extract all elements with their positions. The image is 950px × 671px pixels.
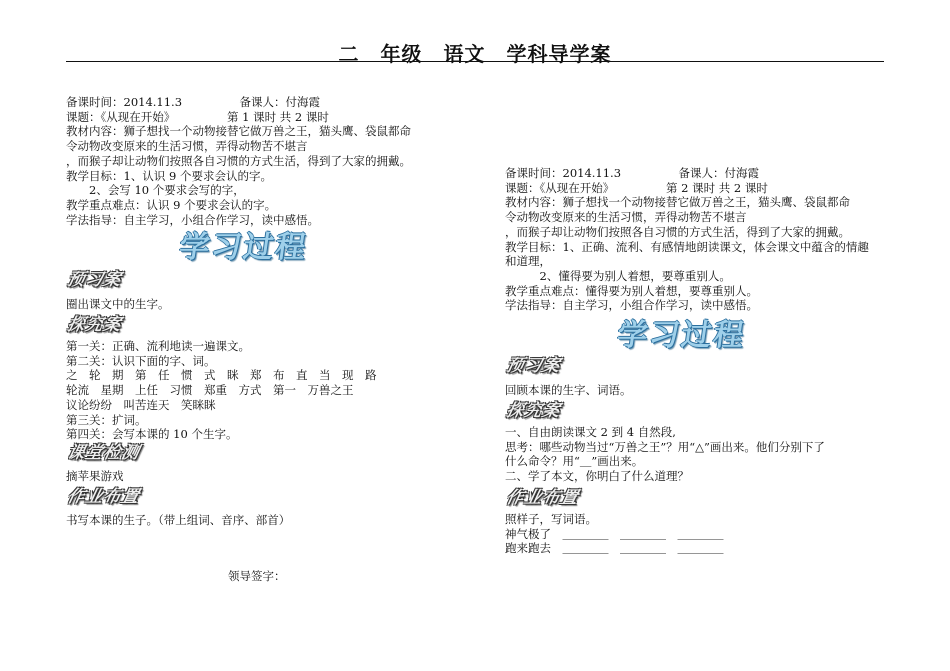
- info-line: ，而猴子却让动物们按照各自习惯的方式生活，得到了大家的拥戴。: [66, 153, 411, 168]
- info-line: 备课时间：2014.11.3 备课人：付海霞: [505, 166, 760, 180]
- right-info-block: [505, 166, 869, 313]
- info-line: 教材内容：狮子想找一个动物接替它做万兽之王，猫头鹰、袋鼠都命: [505, 195, 850, 210]
- left-check-heading: 课堂检测: [65, 443, 142, 463]
- info-line: 和道理，: [505, 254, 551, 269]
- right-explore-block: [505, 425, 825, 484]
- info-line: 课题：《从现在开始》 第 2 课时 共 2 课时: [505, 180, 768, 195]
- explore-line: 一、自由朗读课文 2 到 4 自然段,: [505, 425, 676, 439]
- left-preview-heading: 预习案: [65, 270, 124, 290]
- info-line: 教学重点难点：认识 9 个要求会认的字。: [66, 197, 277, 212]
- explore-line: 议论纷纷 叫苦连天 笑眯眯: [66, 397, 216, 412]
- left-process-heading: 学习过程: [177, 230, 310, 265]
- title-divider: [66, 61, 884, 62]
- info-line: 令动物改变原来的生活习惯，弄得动物苦不堪言: [66, 139, 308, 154]
- homework-line: 照样子，写词语。: [505, 512, 597, 526]
- explore-line: 第一关：正确、流利地读一遍课文。: [66, 339, 250, 353]
- homework-line: 神气极了 ＿＿＿＿ ＿＿＿＿ ＿＿＿＿: [505, 526, 724, 541]
- left-info-block: [66, 95, 411, 227]
- info-line: 2、会写 10 个要求会写的字，: [66, 183, 245, 198]
- right-explore-heading: 探究案: [504, 401, 563, 421]
- left-homework-heading: 作业布置: [65, 487, 142, 507]
- explore-line: 第四关：会写本课的 10 个生字。: [66, 427, 238, 442]
- info-line: 学法指导：自主学习，小组合作学习，读中感悟。: [66, 212, 319, 227]
- info-line: 教学目标：1、正确、流利、有感情地朗读课文，体会课文中蕴含的情趣: [505, 239, 869, 254]
- preview-line: 圈出课文中的生字。: [66, 297, 170, 311]
- info-line: ，而猴子却让动物们按照各自习惯的方式生活，得到了大家的拥戴。: [505, 224, 850, 239]
- info-line: 课题：《从现在开始》 第 1 课时 共 2 课时: [66, 109, 329, 124]
- left-explore-heading: 探究案: [65, 315, 124, 335]
- right-homework-block: [505, 512, 724, 556]
- right-homework-heading: 作业布置: [504, 488, 581, 508]
- explore-line: 第二关：认识下面的字、词。: [66, 353, 216, 368]
- right-process-heading: 学习过程: [615, 318, 748, 353]
- homework-line: 书写本课的生子。（带上组词、音序、部首）: [66, 513, 291, 527]
- explore-line: 什么命令？用“＿”画出来。: [505, 454, 644, 469]
- left-homework-block: [66, 513, 290, 528]
- homework-line: 跑来跑去 ＿＿＿＿ ＿＿＿＿ ＿＿＿＿: [505, 541, 724, 556]
- page-title: 二 年级 语文 学科导学案: [338, 42, 612, 66]
- explore-line: 第三关：扩词。: [66, 412, 147, 427]
- check-line: 摘苹果游戏: [66, 469, 124, 483]
- explore-line: 二、学了本文，你明白了什么道理？: [505, 469, 689, 484]
- preview-line: 回顾本课的生字、词语。: [505, 383, 632, 397]
- info-line: 教材内容：狮子想找一个动物接替它做万兽之王，猫头鹰、袋鼠都命: [66, 124, 411, 139]
- explore-line: 思考：哪些动物当过“万兽之王”？用“△”画出来。他们分别下了: [505, 439, 825, 454]
- info-line: 备课时间：2014.11.3 备课人：付海霞: [66, 95, 321, 109]
- info-line: 2、懂得要为别人着想，要尊重别人。: [505, 268, 731, 283]
- info-line: 教学重点难点：懂得要为别人着想，要尊重别人。: [505, 283, 758, 298]
- right-preview-heading: 预习案: [504, 356, 563, 376]
- explore-line: 轮流 星期 上任 习惯 郑重 方式 第一 万兽之王: [66, 383, 354, 398]
- info-line: 教学目标：1、认识 9 个要求会认的字。: [66, 168, 272, 183]
- left-explore-block: [66, 339, 377, 442]
- info-line: 令动物改变原来的生活习惯，弄得动物苦不堪言: [505, 210, 747, 225]
- info-line: 学法指导：自主学习，小组合作学习，读中感悟。: [505, 298, 758, 313]
- explore-line: 之 轮 期 第 任 惯 式 眯 郑 布 直 当 现 路: [66, 368, 377, 383]
- signature-label: 领导签字：: [228, 569, 286, 583]
